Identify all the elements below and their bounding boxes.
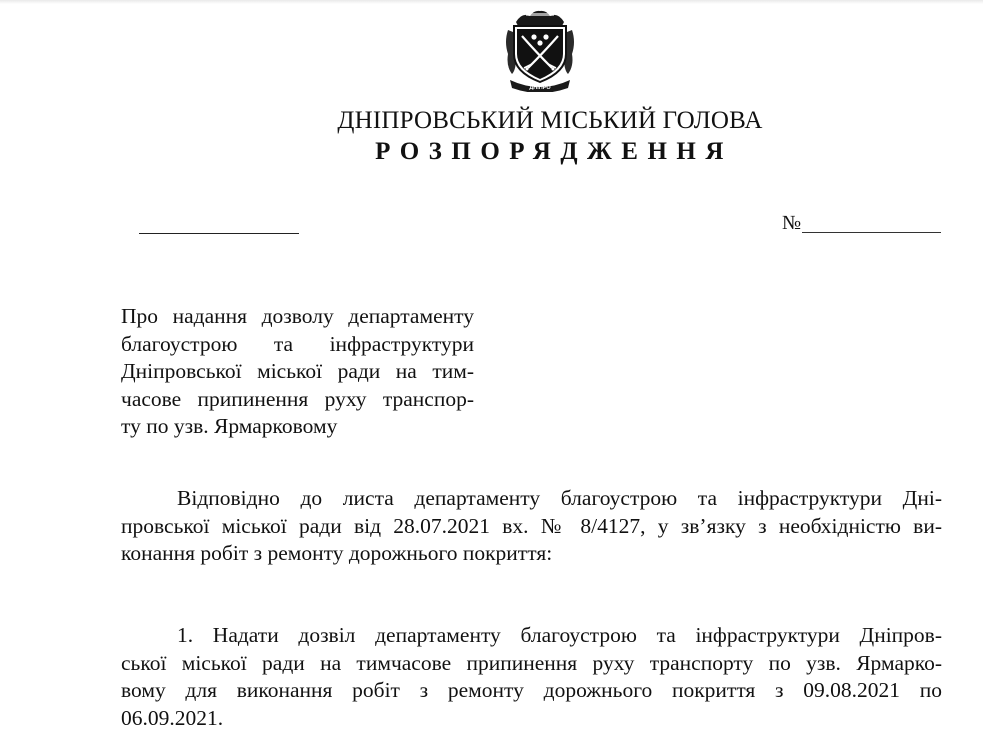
date-blank-field <box>139 233 299 234</box>
paragraph-line: провської міської ради від 28.07.2021 вх. № 8/4127, у зв’язку з необхідністю ви- <box>121 513 942 538</box>
number-label: № <box>782 212 802 234</box>
subject-line: благоустрою та інфраструктури <box>121 331 474 356</box>
paragraph-line: Відповідно до листа департаменту благоустрою та інфраструктури Дні- <box>177 486 942 510</box>
page-top-edge <box>0 0 983 4</box>
org-title: ДНІПРОВСЬКИЙ МІСЬКИЙ ГОЛОВА <box>337 107 763 134</box>
emblem-ribbon-text: ДНІПРО <box>529 85 551 91</box>
paragraph-line: вому для виконання робіт з ремонту дорожнього покриття з 09.08.2021 по <box>121 678 942 702</box>
item-1-paragraph <box>121 622 942 732</box>
preamble-paragraph <box>121 485 942 568</box>
number-blank-field <box>802 232 941 233</box>
subject-line: часове припинення руху транспор- <box>121 386 474 411</box>
document-type-title: РОЗПОРЯДЖЕННЯ <box>375 138 733 165</box>
subject-line: Про надання дозволу департаменту <box>121 304 474 328</box>
dnipro-coat-of-arms-icon <box>502 8 578 92</box>
paragraph-line: 06.09.2021. <box>121 705 224 730</box>
paragraph-line: ської міської ради на тимчасове припинення руху транспорту по узв. Ярмарко- <box>121 650 942 675</box>
paragraph-line: конання робіт з ремонту дорожнього покриття: <box>121 541 553 565</box>
paragraph-line: 1. Надати дозвіл департаменту благоустрою та інфраструктури Дніпров- <box>177 623 942 647</box>
document-subject <box>121 303 474 441</box>
subject-line: Дніпровської міської ради на тим- <box>121 359 474 383</box>
subject-line: ту по узв. Ярмарковому <box>121 414 338 438</box>
